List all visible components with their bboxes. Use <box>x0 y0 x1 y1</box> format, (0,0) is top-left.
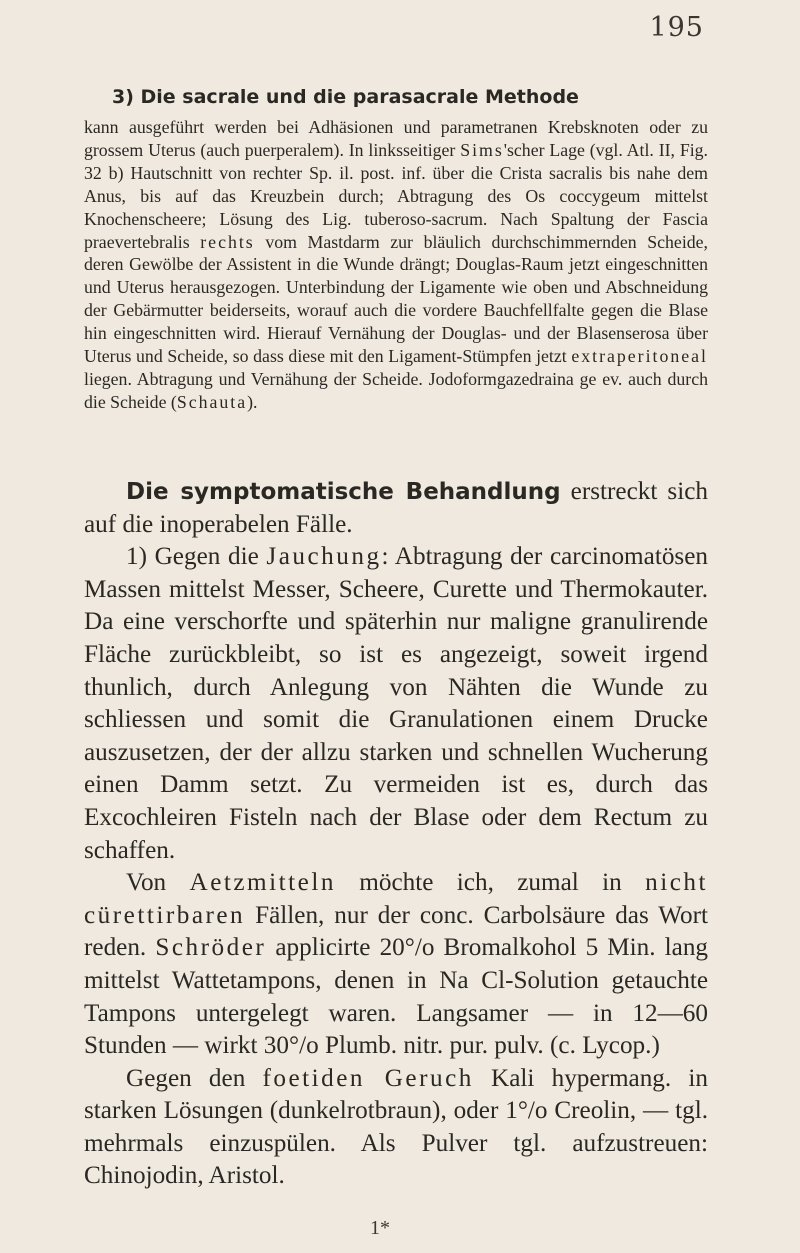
paragraph-jauchung <box>84 541 708 867</box>
term-nicht-curettirbaren: nicht cürettirbaren <box>84 869 708 929</box>
method-text-2: 'scher Lage (vgl. Atl. II, Fig. 32 b) Hautschnitt von rechter Sp. il. post. inf. über die Crista sacralis bis nahe dem Anus, bis auf das Kreuzbein durch; Abtragung des Os coccygeum mittelst Knochenscheere; Lösung des Lig. tuberoso-sacrum. Nach Spaltung der Fascia praevertebralis <box>84 139 708 252</box>
author-schauta: Schauta <box>176 391 248 412</box>
method-text-3: vom Mastdarm zur bläulich durchschimmernden Scheide, deren Gewölbe der Assistent in die Wunde drängt; Douglas-Raum jetzt eingeschnitten und Uterus herausgezogen. Unterbindung der Ligamente wie oben und Abschneidung der Gebärmutter beiderseits, worauf auch die vordere Bauchfellfalte gegen die Blase hin eingeschnitten wird. Hierauf Vernähung der Douglas- und der Blasenserosa über Uterus und Scheide, so dass diese mit den Ligament-Stümpfen jetzt <box>84 231 708 367</box>
emphasis-extraperitoneal: extraperitoneal <box>571 346 708 367</box>
paragraph-aetzmittel <box>84 867 708 1063</box>
method-text-4: liegen. Abtragung und Vernähung der Scheide. Jodoformgazedraina ge ev. auch durch die Scheide ( <box>84 368 708 412</box>
geruch-prefix: Gegen den <box>126 1064 263 1092</box>
section-heading: 3) Die sacrale und die parasacrale Methode <box>112 86 579 108</box>
symptomatic-heading: Die symptomatische Behandlung <box>126 479 561 505</box>
paragraph-geruch <box>84 1063 708 1193</box>
term-foetiden-geruch: foetiden Geruch <box>262 1064 474 1092</box>
method-text-5: ). <box>247 391 258 412</box>
jauchung-text: : Abtragung der carcinomatösen Massen mittelst Messer, Scheere, Curette und Thermokauter. Da eine verschorfte und späterhin nur maligne granulirende Fläche zurückbleibt, so ist es angezeigt, soweit irgend thunlich, durch Anlegung von Nähten die Wunde zu schliessen und somit die Granulationen einem Drucke auszusetzen, der der allzu starken und schnellen Wucherung einen Damm setzt. Zu vermeiden ist es, durch das Excochleiren Fisteln nach der Blase oder dem Rectum zu schaffen. <box>84 543 708 864</box>
term-jauchung: Jauchung <box>266 543 382 571</box>
method-text-1: kann ausgeführt werden bei Adhäsionen und parametranen Krebsknoten oder zu grossem Uterus (auch puerperalem). In linksseitiger <box>84 117 708 160</box>
emphasis-rechts: rechts <box>200 231 255 252</box>
symptomatic-intro <box>84 476 708 541</box>
author-sims: Sims <box>460 139 504 160</box>
printer-signature: 1* <box>370 1217 390 1239</box>
jauchung-prefix: 1) Gegen die <box>126 543 267 571</box>
sacral-method-paragraph <box>84 116 708 414</box>
aetz-text-2: Fällen, nur der conc. Carbolsäure das Wort reden. <box>84 901 708 962</box>
page-number: 195 <box>649 12 704 43</box>
symptomatic-intro-text: erstreckt sich auf die inoperabelen Fälle. <box>84 478 708 538</box>
aetz-text-3: applicirte 20°/o Bromalkohol 5 Min. lang mittelst Wattetampons, denen in Na Cl-Solution getauchte Tampons untergelegt waren. Langsamer — in 12—60 Stunden — wirkt 30°/o Plumb. nitr. pur. pulv. (c. Lycop.) <box>84 934 709 1060</box>
aetz-text-1: möchte ich, zumal in <box>335 869 646 897</box>
term-aetzmitteln: Aetzmitteln <box>189 869 336 897</box>
author-schroeder: Schröder <box>155 934 267 962</box>
aetz-prefix: Von <box>126 869 190 897</box>
geruch-text: Kali hypermang. in starken Lösungen (dunkelrotbraun), oder 1°/o Creolin, — tgl. mehrmals einzuspülen. Als Pulver tgl. aufzustreuen: Chinojodin, Aristol. <box>84 1064 708 1190</box>
symptomatic-section <box>84 476 708 1193</box>
